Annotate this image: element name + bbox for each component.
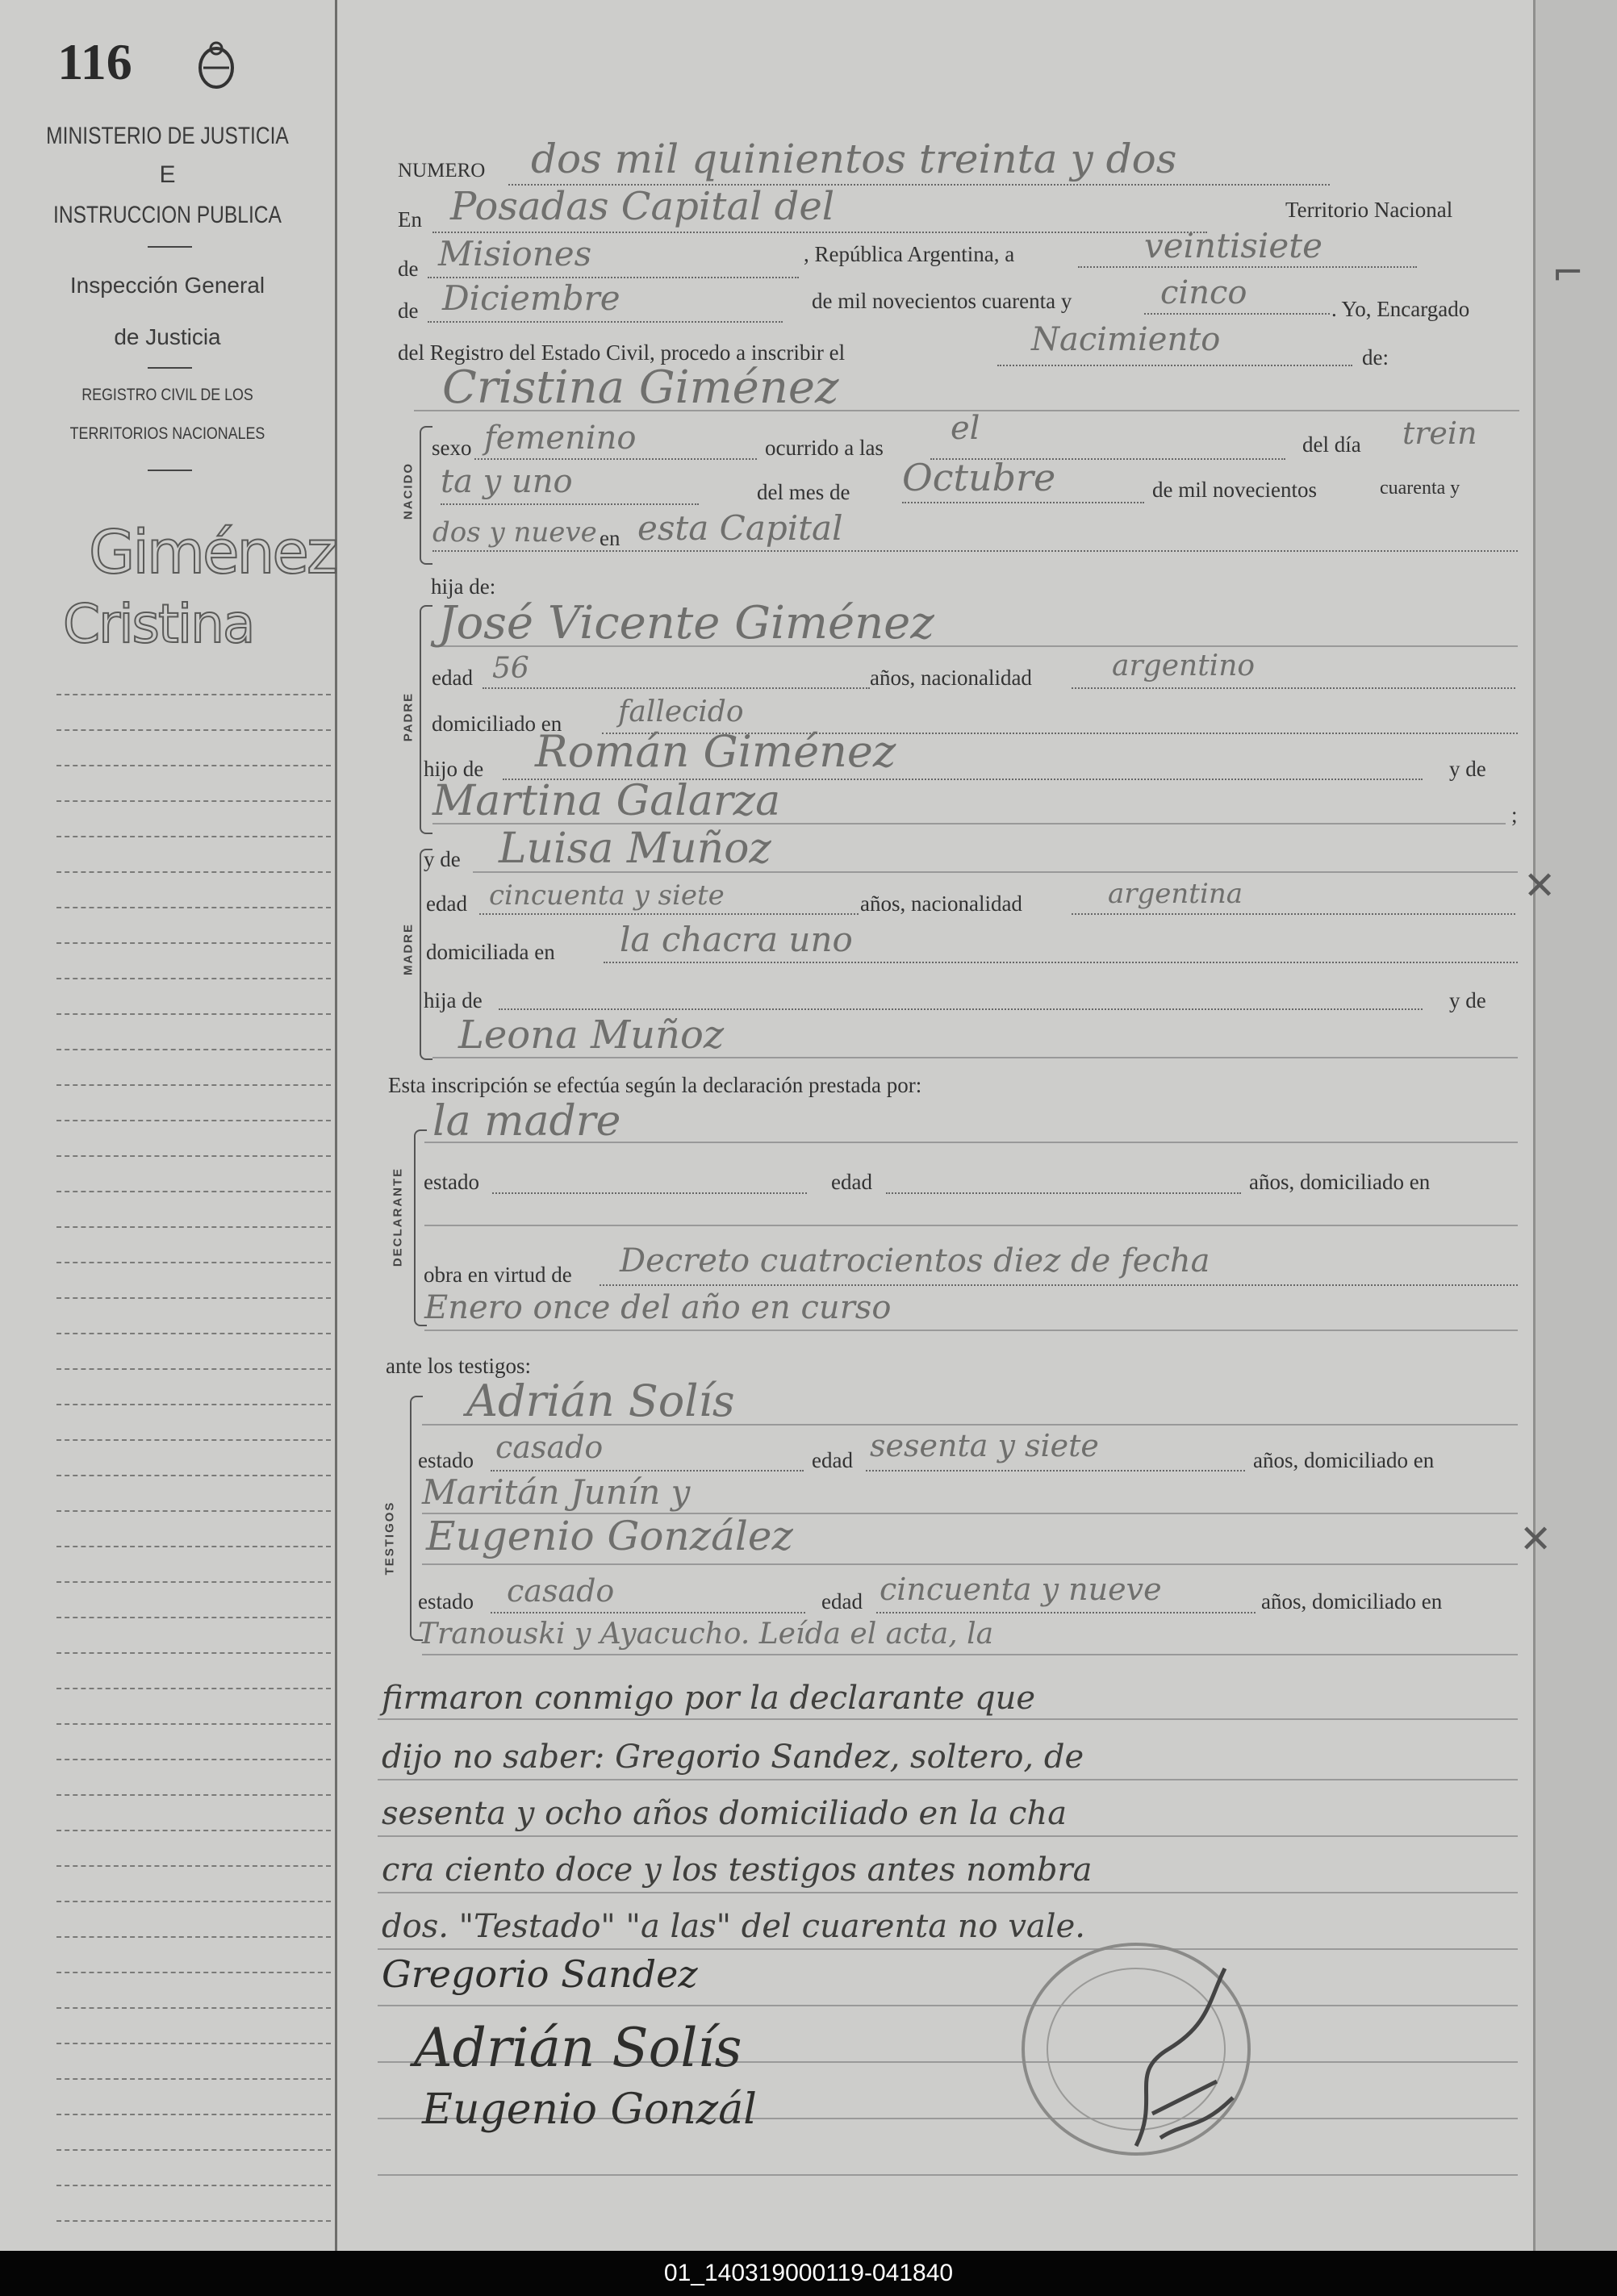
mes-label: del mes de xyxy=(757,480,850,504)
registro-label: del Registro del Estado Civil, procedo a inscribir el xyxy=(398,340,846,365)
padre-nacionalidad-label: años, nacionalidad xyxy=(870,666,1032,690)
dotted-line xyxy=(428,321,783,323)
mark-icon: ⌐ xyxy=(1552,250,1585,295)
dotted-line xyxy=(432,232,1207,233)
dotted-line xyxy=(491,1470,804,1472)
left-margin xyxy=(0,0,337,2251)
margin-ruled-line xyxy=(56,1333,331,1334)
nombre-value: Cristina Giménez xyxy=(442,361,839,414)
signature-3: Eugenio Gonzál xyxy=(422,2085,757,2134)
ministry-line-2: E xyxy=(159,161,176,188)
padre-section-label: PADRE xyxy=(401,691,416,742)
dotted-line xyxy=(1072,913,1515,915)
margin-ruled-line xyxy=(56,1865,331,1867)
testigo1-domicilio: Maritán Junín y xyxy=(422,1472,691,1512)
sexo-label: sexo xyxy=(432,436,472,460)
declarante-section-label: DECLARANTE xyxy=(391,1167,405,1267)
margin-ruled-line xyxy=(56,1794,331,1796)
padre-nombre-value: José Vicente Giménez xyxy=(438,597,934,649)
dotted-line xyxy=(876,1612,1256,1613)
margin-ruled-line xyxy=(56,694,331,695)
dotted-line xyxy=(1144,313,1330,315)
margin-ruled-line xyxy=(56,1297,331,1299)
testigo1-domicilio-label: años, domiciliado en xyxy=(1253,1448,1435,1472)
note-line-1: firmaron conmigo por la declarante que xyxy=(382,1680,1036,1717)
margin-ruled-line xyxy=(56,1155,331,1157)
margin-ruled-line xyxy=(56,1688,331,1689)
madre-hija-label: hija de xyxy=(424,988,483,1012)
margin-ruled-line xyxy=(56,1404,331,1405)
testigo2-edad-label: edad xyxy=(821,1589,863,1613)
margin-ruled-line xyxy=(56,2185,331,2186)
padre-hijo-label: hijo de xyxy=(424,757,484,781)
dotted-line xyxy=(997,365,1352,366)
dotted-line xyxy=(1078,266,1417,268)
margin-ruled-line xyxy=(56,1013,331,1015)
inspection-line-2: de Justicia xyxy=(114,324,221,349)
margin-ruled-line xyxy=(56,1723,331,1725)
dia-value: trein xyxy=(1402,415,1477,451)
note-line-3: sesenta y ocho años domiciliado en la cha xyxy=(382,1795,1068,1832)
ministry-line-1: MINISTERIO DE JUSTICIA xyxy=(46,123,289,149)
divider xyxy=(148,470,192,471)
dotted-line xyxy=(1072,687,1515,689)
madre-nacionalidad-label: años, nacionalidad xyxy=(860,891,1022,916)
ruled-line xyxy=(422,1654,1518,1655)
facing-page-edge xyxy=(1519,0,1617,2251)
margin-ruled-line xyxy=(56,1901,331,1902)
obra-value-2: Enero once del año en curso xyxy=(424,1289,892,1326)
margin-ruled-line xyxy=(56,871,331,873)
dia-value: veintisiete xyxy=(1144,226,1322,265)
testigo2-estado: casado xyxy=(507,1573,615,1609)
dotted-line xyxy=(483,687,870,689)
padre-nacionalidad-value: argentino xyxy=(1112,649,1256,683)
padre-edad-label: edad xyxy=(432,666,473,690)
obra-label: obra en virtud de xyxy=(424,1263,572,1287)
dotted-line xyxy=(604,962,1518,963)
padre-y-de: y de xyxy=(1449,757,1486,781)
dotted-line xyxy=(432,550,1518,552)
en-label: en xyxy=(600,526,620,550)
madre-yde-label: y de xyxy=(424,847,461,871)
ruled-line xyxy=(378,1835,1518,1837)
margin-ruled-line xyxy=(56,2007,331,2009)
testigo1-edad-label: edad xyxy=(812,1448,853,1472)
padre-semicolon: ; xyxy=(1511,803,1518,827)
inscripcion-label: Esta inscripción se efectúa según la declaración prestada por: xyxy=(388,1073,922,1097)
signature-2: Adrián Solís xyxy=(414,2017,742,2079)
madre-section-label: MADRE xyxy=(401,923,416,975)
nacido-section-label: NACIDO xyxy=(401,461,416,520)
padre-domicilio-label: domiciliado en xyxy=(432,712,562,736)
madre-madre-value: Leona Muñoz xyxy=(458,1012,725,1058)
madre-domicilio-label: domiciliada en xyxy=(426,940,555,964)
margin-given-name: Cristina xyxy=(63,593,254,655)
mes-value: Diciembre xyxy=(442,278,620,318)
margin-ruled-line xyxy=(56,1368,331,1370)
republica-label: , República Argentina, a xyxy=(804,242,1015,266)
ruled-line xyxy=(424,1330,1518,1331)
ruled-line xyxy=(378,1892,1518,1893)
official-signature-icon xyxy=(1112,1952,1249,2162)
numero-value: dos mil quinientos treinta y dos xyxy=(531,136,1177,182)
note-line-2: dijo no saber: Gregorio Sandez, soltero, de xyxy=(382,1739,1084,1776)
testigo1-edad: sesenta y siete xyxy=(870,1428,1099,1463)
dotted-line xyxy=(902,502,1144,503)
inspection-line-1: Inspección General xyxy=(69,273,265,298)
margin-ruled-line xyxy=(56,1439,331,1441)
ministry-line-3: INSTRUCCION PUBLICA xyxy=(53,202,282,228)
cuarenta-label: cuarenta y xyxy=(1380,478,1460,499)
coat-of-arms-icon xyxy=(194,39,239,92)
hija-label: hija de: xyxy=(431,574,496,599)
divider xyxy=(148,246,192,248)
ruled-line xyxy=(424,1225,1518,1226)
margin-ruled-line xyxy=(56,1120,331,1121)
padre-madre-value: Martina Galarza xyxy=(432,777,781,825)
dotted-line xyxy=(886,1192,1241,1194)
madre-y-de: y de xyxy=(1449,988,1486,1012)
margin-ruled-line xyxy=(56,942,331,944)
dotted-line xyxy=(441,503,699,505)
divider xyxy=(148,367,192,369)
registry-line-2: TERRITORIOS NACIONALES xyxy=(69,424,265,443)
margin-ruled-line xyxy=(56,1759,331,1760)
brace xyxy=(420,426,432,565)
padre-domicilio-value: fallecido xyxy=(618,695,744,728)
en-value: Posadas Capital del xyxy=(450,184,835,229)
brace xyxy=(420,605,432,834)
testigos-section-label: TESTIGOS xyxy=(382,1501,397,1576)
ruled-line xyxy=(422,1563,1518,1565)
signature-1: Gregorio Sandez xyxy=(382,1952,698,1996)
margin-ruled-line xyxy=(56,836,331,837)
margin-ruled-line xyxy=(56,1510,331,1512)
yo-label: . Yo, Encargado xyxy=(1331,297,1470,321)
declarante-estado-label: estado xyxy=(424,1170,479,1194)
del-dia-label: del día xyxy=(1302,432,1361,457)
testigo1-estado-label: estado xyxy=(418,1448,474,1472)
margin-ruled-line xyxy=(56,1084,331,1086)
dotted-line xyxy=(866,1470,1245,1472)
note-line-5: dos. "Testado" "a las" del cuarenta no vale. xyxy=(382,1908,1085,1945)
testigo2-nombre: Eugenio González xyxy=(426,1513,793,1559)
margin-ruled-line xyxy=(56,1546,331,1547)
margin-ruled-line xyxy=(56,1972,331,1973)
padre-hijo-value: Román Giménez xyxy=(535,726,896,777)
margin-ruled-line xyxy=(56,1262,331,1263)
margin-ruled-line xyxy=(56,2220,331,2222)
margin-ruled-line xyxy=(56,1830,331,1831)
anio-value: dos y nueve xyxy=(432,516,597,549)
margin-ruled-line xyxy=(56,1049,331,1050)
testigo2-domicilio: Tranouski y Ayacucho. Leída el acta, la xyxy=(418,1618,994,1651)
testigos-label: ante los testigos: xyxy=(386,1354,531,1378)
mes-value: Octubre xyxy=(902,456,1056,499)
declarante-nombre-value: la madre xyxy=(432,1097,621,1146)
declarante-edad-label: edad xyxy=(831,1170,872,1194)
de-value: Misiones xyxy=(438,234,592,273)
ruled-line xyxy=(378,2174,1518,2176)
testigo2-estado-label: estado xyxy=(418,1589,474,1613)
stitch-mark-icon: ✕ xyxy=(1519,1517,1552,1562)
birth-record-form xyxy=(337,0,1533,2251)
de2-label: de xyxy=(398,298,419,323)
margin-ruled-line xyxy=(56,2149,331,2151)
madre-edad-value: cincuenta y siete xyxy=(489,879,725,912)
stitch-mark-icon: ✕ xyxy=(1523,863,1556,908)
margin-ruled-line xyxy=(56,765,331,766)
padre-edad-value: 56 xyxy=(492,652,529,685)
sexo-value: femenino xyxy=(484,420,637,457)
registry-line-1: REGISTRO CIVIL DE LOS xyxy=(81,386,253,404)
margin-ruled-line xyxy=(56,1617,331,1618)
obra-value: Decreto cuatrocientos diez de fecha xyxy=(620,1242,1210,1279)
dotted-line xyxy=(600,1284,1518,1286)
territorio-label: Territorio Nacional xyxy=(1285,198,1453,222)
margin-surname: Giménez xyxy=(89,518,336,587)
dotted-line xyxy=(479,913,859,915)
lugar-value: esta Capital xyxy=(637,508,843,548)
margin-ruled-line xyxy=(56,1652,331,1654)
acto-value: Nacimiento xyxy=(1031,321,1221,358)
testigo1-nombre: Adrián Solís xyxy=(466,1376,735,1426)
anio-value: cinco xyxy=(1160,274,1247,311)
margin-ruled-line xyxy=(56,1475,331,1476)
margin-ruled-line xyxy=(56,2114,331,2115)
note-line-4: cra ciento doce y los testigos antes nombra xyxy=(382,1851,1093,1889)
margin-ruled-line xyxy=(56,1936,331,1938)
testigo2-edad: cincuenta y nueve xyxy=(880,1572,1162,1607)
mil-label: de mil novecientos xyxy=(1152,478,1317,502)
dotted-line xyxy=(474,458,757,460)
testigo1-estado: casado xyxy=(495,1430,604,1465)
en-label: En xyxy=(398,207,422,232)
dotted-line xyxy=(491,1612,805,1613)
dotted-line xyxy=(492,1192,807,1194)
madre-domicilio-value: la chacra uno xyxy=(620,920,853,959)
testigo2-domicilio-label: años, domiciliado en xyxy=(1261,1589,1443,1613)
de-label: de xyxy=(398,257,419,281)
de-colon: de: xyxy=(1362,345,1389,369)
margin-ruled-line xyxy=(56,2043,331,2044)
mil-label: de mil novecientos cuarenta y xyxy=(812,289,1072,313)
dia-value-2: ta y uno xyxy=(441,463,573,500)
margin-ruled-line xyxy=(56,1226,331,1228)
margin-ruled-line xyxy=(56,907,331,908)
margin-ruled-line xyxy=(56,1191,331,1192)
margin-ruled-line xyxy=(56,978,331,979)
declarante-domicilio-label: años, domiciliado en xyxy=(1249,1170,1431,1194)
margin-ruled-line xyxy=(56,2078,331,2080)
hora-value: el xyxy=(951,410,980,447)
image-id-footer: 01_140319000119-041840 xyxy=(0,2251,1617,2296)
madre-nacionalidad-value: argentina xyxy=(1108,878,1243,910)
margin-ruled-line xyxy=(56,800,331,802)
register-number: 116 xyxy=(57,33,132,90)
madre-edad-label: edad xyxy=(426,891,467,916)
margin-ruled-line xyxy=(56,1581,331,1583)
madre-nombre-value: Luisa Muñoz xyxy=(499,824,771,873)
ruled-line xyxy=(378,1718,1518,1720)
dotted-line xyxy=(499,1008,1423,1010)
numero-label: NUMERO xyxy=(398,160,486,182)
ruled-line xyxy=(378,1779,1518,1780)
ruled-line xyxy=(378,2005,1518,2006)
ruled-line xyxy=(378,1948,1518,1950)
margin-ruled-line xyxy=(56,729,331,731)
ocurrido-label: ocurrido a las xyxy=(765,436,884,460)
